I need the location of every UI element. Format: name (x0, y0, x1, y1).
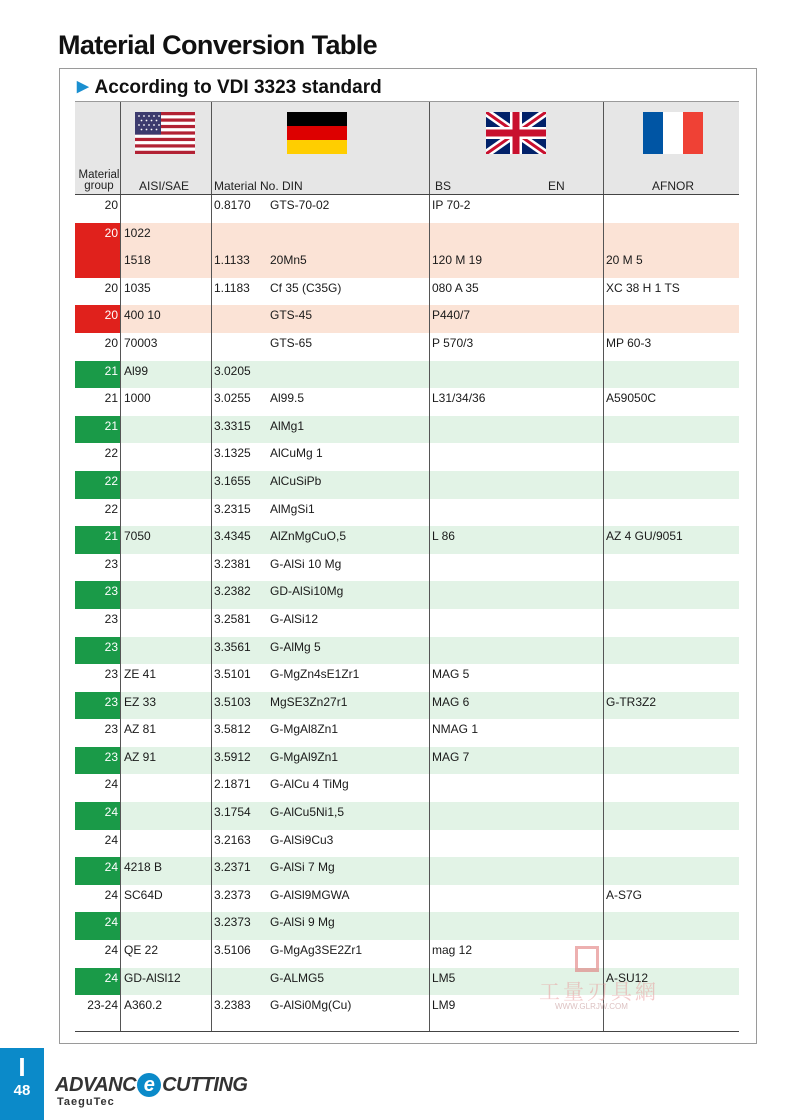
din-cell: G-AlSi 10 Mg (270, 556, 342, 571)
din-cell: G-ALMG5 (270, 970, 325, 985)
group-cell: 22 (104, 473, 118, 488)
afnor-cell (606, 830, 736, 858)
material-no-cell: 3.2381 (214, 556, 251, 571)
material-no-cell: 3.0205 (214, 363, 251, 378)
aisi-cell (124, 443, 209, 471)
section-tab-label: I (18, 1052, 26, 1082)
afnor-cell (606, 637, 736, 665)
table-row (75, 388, 739, 416)
din-cell (270, 361, 425, 389)
material-no-cell: 3.4345 (214, 529, 251, 544)
din-cell: MgSE3Zn27r1 (270, 694, 348, 709)
table-row (75, 333, 739, 361)
afnor-cell (606, 940, 736, 968)
din-cell: Al99.5 (270, 391, 305, 406)
group-cell: 23-24 (87, 998, 118, 1013)
material-no-cell: 3.2382 (214, 584, 251, 599)
page-title: Material Conversion Table (58, 30, 378, 60)
afnor-cell: G-TR3Z2 (606, 694, 657, 709)
aisi-cell: AZ 81 (124, 722, 157, 737)
material-no-cell: 3.3561 (214, 639, 251, 654)
group-cell: 23 (104, 611, 118, 626)
bs-cell (432, 637, 597, 665)
table-row (75, 940, 739, 968)
subtitle-text: According to VDI 3323 standard (94, 77, 382, 98)
bs-cell: MAG 6 (432, 694, 470, 709)
din-cell: GTS-45 (270, 308, 313, 323)
afnor-cell (606, 305, 736, 333)
afnor-cell (606, 499, 736, 527)
bs-cell (432, 885, 597, 913)
table-row (75, 361, 739, 389)
bs-cell (432, 857, 597, 885)
material-no-cell: 3.3315 (214, 418, 251, 433)
afnor-cell (606, 609, 736, 637)
table-row (75, 195, 739, 223)
brand-text-post: CUTTING (162, 1074, 248, 1096)
aisi-cell: 1000 (124, 391, 151, 406)
material-no-cell: 3.5812 (214, 722, 251, 737)
din-cell: AlCuSiPb (270, 473, 322, 488)
bs-cell: NMAG 1 (432, 722, 479, 737)
din-cell: G-AlCu5Ni1,5 (270, 805, 345, 820)
bs-cell: MAG 7 (432, 749, 470, 764)
group-cell: 20 (104, 335, 118, 350)
material-no-cell: 3.5103 (214, 694, 251, 709)
group-cell: 24 (104, 887, 118, 902)
material-no-cell: 3.2163 (214, 832, 251, 847)
aisi-cell: GD-AlSl12 (124, 970, 181, 985)
aisi-cell (124, 912, 209, 940)
conversion-table (75, 101, 739, 1023)
group-cell: 24 (104, 805, 118, 820)
table-row (75, 692, 739, 720)
aisi-cell: QE 22 (124, 943, 159, 958)
header-en: EN (548, 179, 565, 193)
bs-cell (432, 774, 597, 802)
table-row (75, 637, 739, 665)
material-no-cell (214, 333, 266, 361)
material-no-cell: 3.5912 (214, 749, 251, 764)
table-row (75, 278, 739, 306)
din-cell: AlCuMg 1 (270, 446, 323, 461)
usa-flag-icon (135, 112, 195, 154)
group-cell: 22 (104, 501, 118, 516)
bs-cell (432, 912, 597, 940)
aisi-cell (124, 499, 209, 527)
bs-cell (432, 443, 597, 471)
din-cell: GD-AlSi10Mg (270, 584, 344, 599)
watermark-logo-icon (575, 946, 599, 972)
aisi-cell: 1022 (124, 225, 151, 240)
material-no-cell: 3.2373 (214, 887, 251, 902)
aisi-cell (124, 637, 209, 665)
bs-cell: mag 12 (432, 943, 473, 958)
bs-cell: LM5 (432, 970, 456, 985)
afnor-cell (606, 416, 736, 444)
group-cell: 24 (104, 777, 118, 792)
afnor-cell (606, 747, 736, 775)
group-cell: 20 (104, 198, 118, 212)
din-cell: G-MgAl9Zn1 (270, 749, 339, 764)
din-cell: 20Mn5 (270, 253, 307, 268)
material-no-cell: 3.5101 (214, 667, 251, 682)
din-cell: AlZnMgCuO,5 (270, 529, 347, 544)
section-subtitle (77, 77, 382, 99)
table-row (75, 774, 739, 802)
afnor-cell: A59050C (606, 391, 657, 406)
column-divider (603, 195, 604, 1031)
brand-text-pre: ADVANC (55, 1074, 137, 1096)
header-divider (120, 102, 121, 194)
material-no-cell: 0.8170 (214, 198, 251, 212)
column-divider (120, 195, 121, 1031)
material-no-cell: 3.1655 (214, 473, 251, 488)
bs-cell: 080 A 35 (432, 280, 479, 295)
table-row (75, 471, 739, 499)
afnor-cell: A-SU12 (606, 970, 649, 985)
table-row (75, 885, 739, 913)
material-no-cell (214, 223, 266, 251)
din-cell: GTS-70-02 (270, 198, 330, 212)
table-row (75, 609, 739, 637)
bs-cell (432, 554, 597, 582)
table-row (75, 664, 739, 692)
aisi-cell (124, 802, 209, 830)
din-cell: G-AlSi 9 Mg (270, 915, 335, 930)
aisi-cell (124, 581, 209, 609)
aisi-cell (124, 416, 209, 444)
group-cell: 24 (104, 970, 118, 985)
bs-cell (432, 361, 597, 389)
afnor-cell (606, 581, 736, 609)
group-cell: 23 (104, 667, 118, 682)
group-cell: 24 (104, 860, 118, 875)
material-no-cell: 3.0255 (214, 391, 251, 406)
brand-logo (55, 1073, 247, 1097)
group-cell: 24 (104, 832, 118, 847)
din-cell: G-AlSi 7 Mg (270, 860, 335, 875)
brand-e-icon: e (137, 1073, 161, 1097)
group-cell: 24 (104, 943, 118, 958)
group-cell: 23 (104, 584, 118, 599)
table-row (75, 250, 739, 278)
din-cell: G-AlSi12 (270, 611, 319, 626)
material-no-cell: 2.1871 (214, 777, 251, 792)
page-number: 48 (13, 1082, 31, 1099)
column-divider (429, 195, 430, 1031)
aisi-cell: 4218 B (124, 860, 163, 875)
material-no-cell: 1.1183 (214, 280, 250, 295)
afnor-cell: A-S7G (606, 887, 643, 902)
bs-cell (432, 223, 597, 251)
group-cell: 21 (104, 391, 118, 406)
group-cell: 21 (104, 363, 118, 378)
table-row (75, 223, 739, 251)
france-flag-icon (643, 112, 703, 154)
bs-cell: L 86 (432, 529, 455, 544)
aisi-cell: ZE 41 (124, 667, 157, 682)
aisi-cell: 400 10 (124, 308, 161, 323)
group-cell: 23 (104, 556, 118, 571)
table-row (75, 857, 739, 885)
afnor-cell (606, 361, 736, 389)
aisi-cell (124, 471, 209, 499)
material-no-cell: 3.2581 (214, 611, 251, 626)
table-row (75, 305, 739, 333)
watermark-url: WWW.GLRJW.COM (555, 1002, 628, 1011)
bs-cell: LM9 (432, 998, 456, 1013)
material-no-cell: 3.2373 (214, 915, 251, 930)
group-cell: 23 (104, 722, 118, 737)
afnor-cell: MP 60-3 (606, 335, 652, 350)
triangle-bullet-icon: ▶ (77, 78, 89, 95)
aisi-cell: EZ 33 (124, 694, 157, 709)
material-no-cell (214, 305, 266, 333)
header-aisi-sae: AISI/SAE (139, 179, 190, 193)
bs-cell: P440/7 (432, 308, 471, 323)
aisi-cell (124, 554, 209, 582)
group-cell: 20 (104, 280, 118, 295)
din-cell: G-AlSi0Mg(Cu) (270, 998, 352, 1013)
table-row (75, 802, 739, 830)
aisi-cell: 7050 (124, 529, 151, 544)
bs-cell: MAG 5 (432, 667, 470, 682)
section-tab (0, 1048, 44, 1120)
bs-cell (432, 581, 597, 609)
afnor-cell (606, 471, 736, 499)
table-bottom-rule (75, 1031, 739, 1032)
header-din: DIN (282, 179, 303, 193)
material-no-cell: 3.2371 (214, 860, 251, 875)
afnor-cell: 20 M 5 (606, 253, 643, 268)
group-cell: 21 (104, 418, 118, 433)
bs-cell (432, 802, 597, 830)
group-cell: 23 (104, 694, 118, 709)
aisi-cell: SC64D (124, 887, 163, 902)
group-cell: 21 (104, 529, 118, 544)
bs-cell (432, 416, 597, 444)
afnor-cell (606, 912, 736, 940)
material-no-cell: 3.2315 (214, 501, 251, 516)
afnor-cell (606, 554, 736, 582)
header-divider (211, 102, 212, 194)
table-row (75, 554, 739, 582)
aisi-cell: A360.2 (124, 998, 163, 1013)
aisi-cell: 1035 (124, 280, 151, 295)
din-cell: G-MgAl8Zn1 (270, 722, 339, 737)
afnor-cell (606, 857, 736, 885)
table-row (75, 499, 739, 527)
header-material-group: Material group (78, 169, 120, 192)
table-row (75, 912, 739, 940)
afnor-cell (606, 223, 736, 251)
aisi-cell (124, 774, 209, 802)
din-cell (270, 223, 425, 251)
afnor-cell (606, 774, 736, 802)
table-row (75, 581, 739, 609)
group-cell: 23 (104, 639, 118, 654)
din-cell: G-AlSl9MGWA (270, 887, 350, 902)
group-cell: 20 (104, 225, 118, 240)
group-cell: 22 (104, 446, 118, 461)
bs-cell: L31/34/36 (432, 391, 486, 406)
bs-cell: P 570/3 (432, 335, 474, 350)
group-cell: 24 (104, 915, 118, 930)
table-row (75, 830, 739, 858)
din-cell: G-AlSi9Cu3 (270, 832, 334, 847)
watermark-text: 工量刃具網 (539, 981, 659, 1004)
group-cell: 23 (104, 749, 118, 764)
din-cell: G-AlMg 5 (270, 639, 321, 654)
aisi-cell: AZ 91 (124, 749, 157, 764)
header-divider (603, 102, 604, 194)
bs-cell (432, 609, 597, 637)
aisi-cell (124, 609, 209, 637)
bs-cell (432, 471, 597, 499)
din-cell: AlMg1 (270, 418, 305, 433)
table-row (75, 443, 739, 471)
din-cell: Cf 35 (C35G) (270, 280, 342, 295)
material-no-cell: 3.1754 (214, 805, 251, 820)
din-cell: G-AlCu 4 TiMg (270, 777, 349, 792)
material-no-cell: 3.1325 (214, 446, 251, 461)
header-divider (429, 102, 430, 194)
table-header (75, 101, 739, 195)
brand-subtitle: TaeguTec (57, 1096, 115, 1108)
bs-cell: 120 M 19 (432, 253, 483, 268)
column-divider (211, 195, 212, 1031)
material-no-cell (214, 968, 266, 996)
aisi-cell: 70003 (124, 335, 158, 350)
bs-cell (432, 499, 597, 527)
germany-flag-icon (287, 112, 347, 154)
uk-flag-icon (486, 112, 546, 154)
afnor-cell (606, 664, 736, 692)
din-cell: AlMgSi1 (270, 501, 315, 516)
afnor-cell: AZ 4 GU/9051 (606, 529, 683, 544)
header-afnor: AFNOR (652, 179, 694, 193)
aisi-cell (124, 195, 209, 223)
din-cell: G-MgAg3SE2Zr1 (270, 943, 363, 958)
header-bs: BS (435, 179, 452, 193)
material-no-cell: 3.5106 (214, 943, 251, 958)
table-row (75, 416, 739, 444)
table-row (75, 719, 739, 747)
material-no-cell: 1.1133 (214, 253, 250, 268)
din-cell: GTS-65 (270, 335, 313, 350)
header-material-no: Material No. (214, 179, 279, 193)
afnor-cell (606, 719, 736, 747)
group-cell: 20 (104, 308, 118, 323)
bs-cell: IP 70-2 (432, 198, 471, 212)
din-cell: G-MgZn4sE1Zr1 (270, 667, 360, 682)
aisi-cell: 1518 (124, 253, 151, 268)
aisi-cell (124, 830, 209, 858)
bs-cell (432, 830, 597, 858)
afnor-cell: XC 38 H 1 TS (606, 280, 680, 295)
afnor-cell (606, 802, 736, 830)
afnor-cell (606, 195, 736, 223)
table-row (75, 526, 739, 554)
table-body (75, 195, 739, 1023)
table-row (75, 747, 739, 775)
aisi-cell: Al99 (124, 363, 149, 378)
group-cell (75, 250, 118, 278)
afnor-cell (606, 443, 736, 471)
material-no-cell: 3.2383 (214, 998, 251, 1013)
